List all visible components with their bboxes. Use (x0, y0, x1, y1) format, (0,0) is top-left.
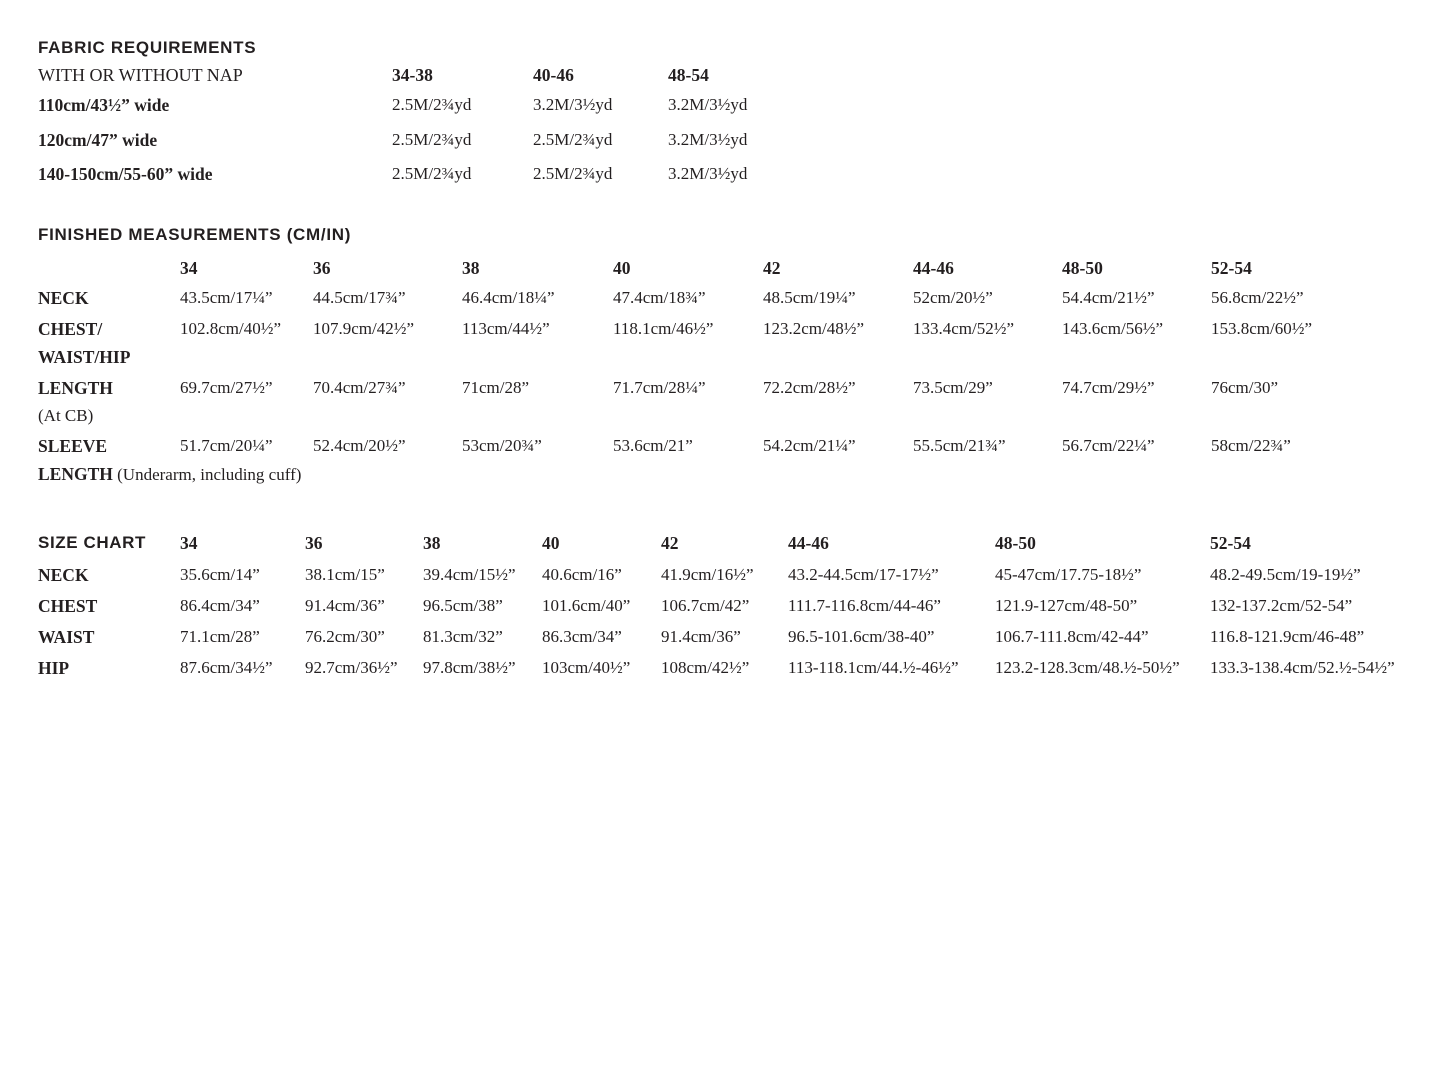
body-measurement-value: 113-118.1cm/44.½-46½” (788, 658, 959, 677)
measurement-value: 52.4cm/20½” (313, 436, 406, 455)
size-header: 52-54 (1210, 533, 1251, 553)
measurement-note: (At CB) (38, 406, 94, 425)
size-chart-title: SIZE CHART (38, 533, 146, 552)
fabric-value: 2.5M/2¾yd (392, 164, 472, 183)
fabric-value: 2.5M/2¾yd (533, 130, 613, 149)
measurement-value: 143.6cm/56½” (1062, 319, 1164, 338)
measurement-value: 70.4cm/27¾” (313, 378, 406, 397)
measurement-value: 69.7cm/27½” (180, 378, 273, 397)
body-measurement-value: 97.8cm/38½” (423, 658, 516, 677)
measurement-value: 76cm/30” (1211, 378, 1279, 397)
measurement-value: 74.7cm/29½” (1062, 378, 1155, 397)
finished-header-row (38, 257, 1445, 279)
body-measurement-label: CHEST (38, 596, 98, 616)
body-measurement-value: 101.6cm/40” (542, 596, 631, 615)
finished-row-length (38, 377, 1445, 427)
measurement-value: 53cm/20¾” (462, 436, 542, 455)
body-measurement-value: 39.4cm/15½” (423, 565, 516, 584)
size-header: 48-50 (1062, 258, 1103, 278)
measurement-value: 71cm/28” (462, 378, 530, 397)
size-chart-row-chest (38, 595, 1445, 617)
body-measurement-label: HIP (38, 658, 70, 678)
fabric-row-120cm (38, 129, 1445, 151)
fabric-row-110cm (38, 94, 1445, 116)
fabric-value: 2.5M/2¾yd (392, 130, 472, 149)
measurement-note: (Underarm, including cuff) (117, 465, 302, 484)
measurement-value: 107.9cm/42½” (313, 319, 415, 338)
body-measurement-label: WAIST (38, 627, 95, 647)
size-chart-row-waist (38, 626, 1445, 648)
body-measurement-value: 106.7cm/42” (661, 596, 750, 615)
fabric-requirements-title: FABRIC REQUIREMENTS (38, 38, 257, 57)
finished-measurements-title: FINISHED MEASUREMENTS (CM/IN) (38, 225, 352, 244)
size-header: 42 (763, 258, 781, 278)
body-measurement-value: 91.4cm/36” (661, 627, 741, 646)
measurement-value: 56.7cm/22¼” (1062, 436, 1155, 455)
finished-row-chest-waist-hip (38, 318, 1445, 368)
measurement-value: 44.5cm/17¾” (313, 288, 406, 307)
measurement-value: 51.7cm/20¼” (180, 436, 273, 455)
body-measurement-value: 92.7cm/36½” (305, 658, 398, 677)
measurement-value: 133.4cm/52½” (913, 319, 1015, 338)
size-header: 36 (305, 533, 323, 553)
measurement-value: 55.5cm/21¾” (913, 436, 1006, 455)
fabric-header-row (38, 64, 1445, 86)
body-measurement-value: 96.5-101.6cm/38-40” (788, 627, 935, 646)
fabric-value: 3.2M/3½yd (668, 95, 748, 114)
measurement-value: 113cm/44½” (462, 319, 550, 338)
body-measurement-value: 111.7-116.8cm/44-46” (788, 596, 941, 615)
fabric-value: 2.5M/2¾yd (533, 164, 613, 183)
body-measurement-value: 116.8-121.9cm/46-48” (1210, 627, 1365, 646)
body-measurement-value: 86.3cm/34” (542, 627, 622, 646)
measurement-value: 58cm/22¾” (1211, 436, 1291, 455)
measurement-value: 71.7cm/28¼” (613, 378, 706, 397)
measurement-value: 102.8cm/40½” (180, 319, 282, 338)
measurement-label: CHEST/ WAIST/HIP (38, 319, 131, 367)
body-measurement-value: 96.5cm/38” (423, 596, 503, 615)
measurement-value: 53.6cm/21” (613, 436, 693, 455)
nap-subtitle: WITH OR WITHOUT NAP (38, 65, 243, 85)
measurement-value: 54.4cm/21½” (1062, 288, 1155, 307)
body-measurement-value: 106.7-111.8cm/42-44” (995, 627, 1149, 646)
measurement-label: SLEEVE LENGTH (Underarm, including cuff) (38, 436, 302, 484)
measurement-value: 52cm/20½” (913, 288, 993, 307)
fabric-width-label: 120cm/47” wide (38, 130, 158, 150)
fabric-value: 3.2M/3½yd (668, 164, 748, 183)
measurement-value: 46.4cm/18¼” (462, 288, 555, 307)
fabric-width-label: 110cm/43½” wide (38, 95, 170, 115)
measurement-value: 123.2cm/48½” (763, 319, 865, 338)
measurement-value: 56.8cm/22½” (1211, 288, 1304, 307)
size-header: 44-46 (788, 533, 829, 553)
body-measurement-value: 108cm/42½” (661, 658, 750, 677)
size-header: 34 (180, 533, 198, 553)
measurement-label: NECK (38, 288, 89, 308)
size-header: 34 (180, 258, 198, 278)
measurement-value: 47.4cm/18¾” (613, 288, 706, 307)
fabric-value: 3.2M/3½yd (533, 95, 613, 114)
measurement-value: 54.2cm/21¼” (763, 436, 856, 455)
body-measurement-value: 48.2-49.5cm/19-19½” (1210, 565, 1361, 584)
size-header: 42 (661, 533, 679, 553)
size-chart-row-hip (38, 657, 1445, 679)
size-chart-header-row (38, 532, 1445, 554)
measurement-label: LENGTH (At CB) (38, 377, 180, 427)
finished-row-sleeve-length (38, 435, 1445, 486)
measurement-value: 43.5cm/17¼” (180, 288, 273, 307)
size-header: 44-46 (913, 258, 954, 278)
size-header: 36 (313, 258, 331, 278)
measurement-value: 48.5cm/19¼” (763, 288, 856, 307)
body-measurement-value: 133.3-138.4cm/52.½-54½” (1210, 658, 1395, 677)
body-measurement-value: 35.6cm/14” (180, 565, 260, 584)
size-header: 38 (423, 533, 441, 553)
size-header: 52-54 (1211, 258, 1252, 278)
fabric-value: 3.2M/3½yd (668, 130, 748, 149)
size-chart-row-neck (38, 564, 1445, 586)
fabric-width-label: 140-150cm/55-60” wide (38, 164, 213, 184)
body-measurement-value: 43.2-44.5cm/17-17½” (788, 565, 939, 584)
fabric-size-header: 40-46 (533, 65, 574, 85)
fabric-size-header: 48-54 (668, 65, 709, 85)
body-measurement-value: 123.2-128.3cm/48.½-50½” (995, 658, 1180, 677)
measurement-value: 72.2cm/28½” (763, 378, 856, 397)
body-measurement-value: 41.9cm/16½” (661, 565, 754, 584)
body-measurement-value: 132-137.2cm/52-54” (1210, 596, 1353, 615)
body-measurement-value: 71.1cm/28” (180, 627, 260, 646)
body-measurement-value: 45-47cm/17.75-18½” (995, 565, 1142, 584)
body-measurement-value: 86.4cm/34” (180, 596, 260, 615)
size-header: 40 (613, 258, 631, 278)
fabric-row-140-150cm (38, 163, 1445, 185)
body-measurement-value: 38.1cm/15” (305, 565, 385, 584)
finished-row-neck (38, 287, 1445, 309)
body-measurement-value: 81.3cm/32” (423, 627, 503, 646)
fabric-size-header: 34-38 (392, 65, 433, 85)
body-measurement-label: NECK (38, 565, 89, 585)
measurement-value: 118.1cm/46½” (613, 319, 714, 338)
body-measurement-value: 87.6cm/34½” (180, 658, 273, 677)
body-measurement-value: 121.9-127cm/48-50” (995, 596, 1138, 615)
measurement-value: 73.5cm/29” (913, 378, 993, 397)
measurement-value: 153.8cm/60½” (1211, 319, 1313, 338)
body-measurement-value: 103cm/40½” (542, 658, 631, 677)
size-header: 48-50 (995, 533, 1036, 553)
size-header: 40 (542, 533, 560, 553)
fabric-value: 2.5M/2¾yd (392, 95, 472, 114)
body-measurement-value: 40.6cm/16” (542, 565, 622, 584)
body-measurement-value: 76.2cm/30” (305, 627, 385, 646)
size-header: 38 (462, 258, 480, 278)
body-measurement-value: 91.4cm/36” (305, 596, 385, 615)
